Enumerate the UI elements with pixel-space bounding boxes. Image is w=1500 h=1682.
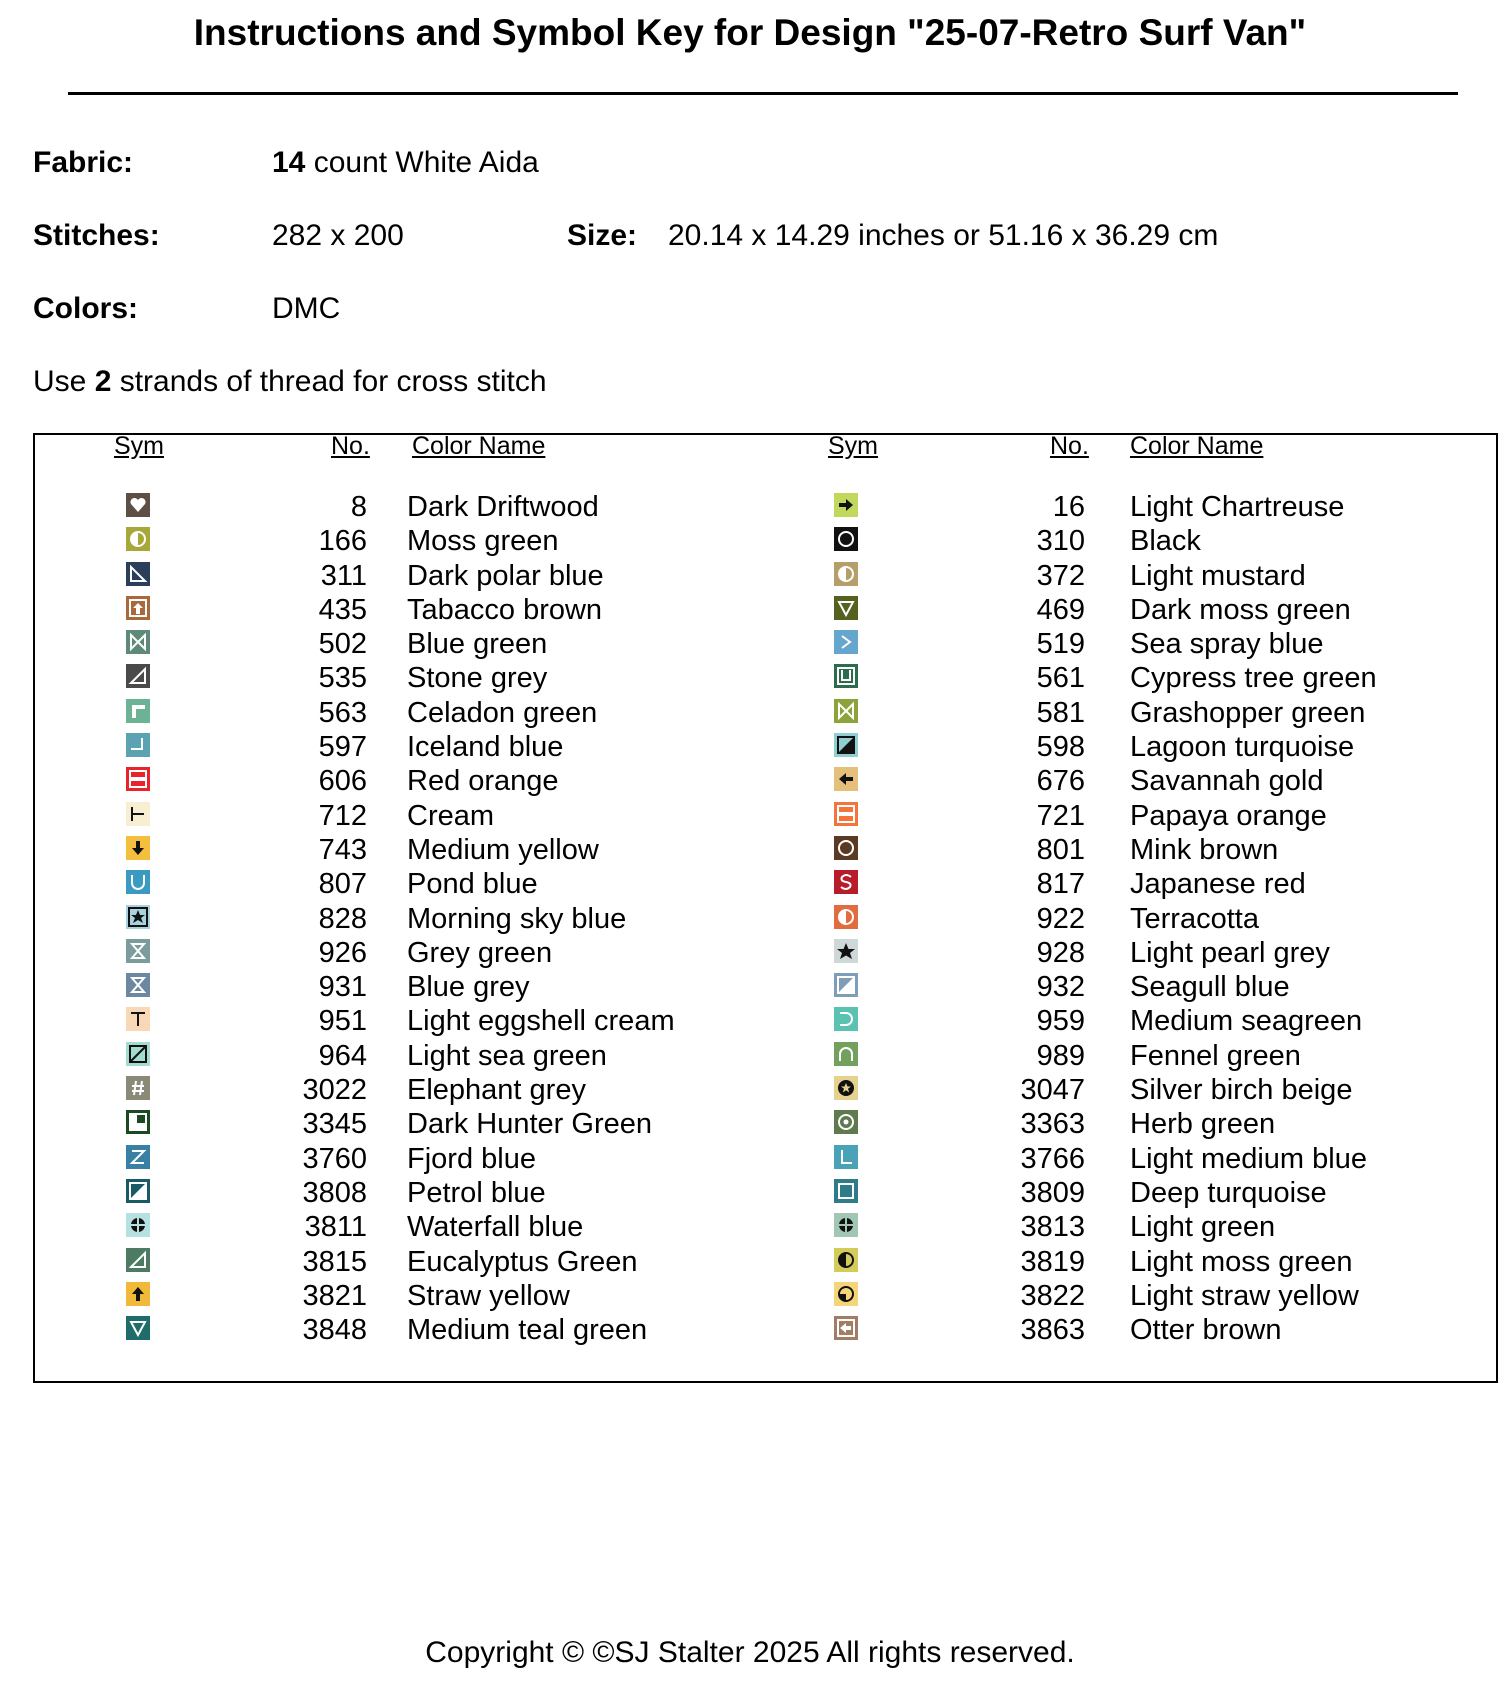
letter-t-icon xyxy=(126,1007,150,1031)
dmc-number: 932 xyxy=(1036,971,1085,1004)
fabric-label: Fabric: xyxy=(33,146,134,179)
arrow-down-icon xyxy=(126,836,150,860)
hourglass-icon xyxy=(126,939,150,963)
chevron-right-icon xyxy=(834,630,858,654)
header-sym-right: Sym xyxy=(828,432,878,460)
color-name: Iceland blue xyxy=(407,731,564,764)
half-circle-icon xyxy=(834,562,858,586)
color-name: Light medium blue xyxy=(1130,1142,1367,1175)
size-label: Size: xyxy=(567,219,638,252)
color-name: Light sea green xyxy=(407,1039,607,1072)
corner-j-icon xyxy=(126,733,150,757)
color-name: Straw yellow xyxy=(407,1279,570,1312)
color-name: Light moss green xyxy=(1130,1245,1353,1278)
half-circle-icon xyxy=(126,527,150,551)
color-name: Morning sky blue xyxy=(407,902,627,935)
dmc-number: 3822 xyxy=(1020,1279,1085,1312)
color-name: Japanese red xyxy=(1130,868,1306,901)
color-name: Sea spray blue xyxy=(1130,628,1324,661)
dmc-number: 597 xyxy=(318,731,367,764)
colors-value: DMC xyxy=(272,292,341,325)
hash-icon xyxy=(126,1076,150,1100)
bowtie-icon xyxy=(834,699,858,723)
target-icon xyxy=(834,1110,858,1134)
color-name: Seagull blue xyxy=(1130,971,1290,1004)
header-no-right: No. xyxy=(1050,432,1089,460)
color-name: Silver birch beige xyxy=(1130,1074,1353,1107)
dmc-number: 959 xyxy=(1036,1005,1085,1038)
letter-z-icon xyxy=(126,1145,150,1169)
dmc-number: 676 xyxy=(1036,765,1085,798)
triangle-down-icon xyxy=(126,1316,150,1340)
color-name: Dark moss green xyxy=(1130,593,1351,626)
header-name-left: Color Name xyxy=(412,432,546,460)
color-name: Lagoon turquoise xyxy=(1130,731,1355,764)
dmc-number: 502 xyxy=(318,628,367,661)
dmc-number: 3809 xyxy=(1020,1176,1085,1209)
dmc-number: 16 xyxy=(1052,491,1085,523)
hourglass-icon xyxy=(126,973,150,997)
heart-icon xyxy=(126,493,150,517)
dmc-number: 828 xyxy=(318,902,367,935)
square-outline-icon xyxy=(834,1179,858,1203)
dmc-number: 3766 xyxy=(1020,1142,1085,1175)
half-circle-icon xyxy=(834,1248,858,1272)
strands-suffix: strands of thread for cross stitch xyxy=(111,365,547,398)
color-name: Grey green xyxy=(407,936,553,969)
arrow-up-box-icon xyxy=(126,596,150,620)
letter-s-icon xyxy=(834,870,858,894)
color-name: Dark Driftwood xyxy=(407,491,599,523)
color-name: Light green xyxy=(1130,1211,1276,1244)
color-name: Medium teal green xyxy=(407,1314,648,1347)
dmc-number: 3808 xyxy=(302,1176,367,1209)
color-name: Light mustard xyxy=(1130,559,1306,592)
header-name-right: Color Name xyxy=(1130,432,1264,460)
color-name: Eucalyptus Green xyxy=(407,1245,638,1278)
color-name: Grashopper green xyxy=(1130,696,1366,729)
fabric-count: 14 xyxy=(272,146,306,179)
strands-instruction xyxy=(33,365,547,399)
quarter-circle-icon xyxy=(834,1282,858,1306)
dmc-number: 931 xyxy=(318,971,367,1004)
arch-icon xyxy=(834,1042,858,1066)
stitches-value: 282 x 200 xyxy=(272,219,404,252)
copyright-notice: Copyright © ©SJ Stalter 2025 All rights reserved. xyxy=(425,1636,1075,1669)
star-icon xyxy=(834,939,858,963)
diagonal-half-icon xyxy=(834,733,858,757)
color-name: Light Chartreuse xyxy=(1130,491,1345,523)
color-name: Waterfall blue xyxy=(407,1211,584,1244)
dmc-number: 3047 xyxy=(1020,1074,1085,1107)
color-name: Otter brown xyxy=(1130,1314,1282,1347)
color-name: Elephant grey xyxy=(407,1074,586,1107)
fabric-description: count White Aida xyxy=(305,146,539,179)
color-name: Herb green xyxy=(1130,1108,1276,1141)
dmc-number: 435 xyxy=(318,593,367,626)
dmc-number: 928 xyxy=(1036,936,1085,969)
dmc-number: 598 xyxy=(1036,731,1085,764)
header-no-left: No. xyxy=(331,432,370,460)
corner-triangle-icon xyxy=(126,1248,150,1272)
stitches-label: Stitches: xyxy=(33,219,160,252)
color-name: Petrol blue xyxy=(407,1176,546,1209)
u-box-icon xyxy=(834,664,858,688)
dmc-number: 922 xyxy=(1036,902,1085,935)
color-name: Dark Hunter Green xyxy=(407,1108,652,1141)
dmc-number: 743 xyxy=(318,833,367,866)
color-name: Blue grey xyxy=(407,971,530,1004)
triangle-outline-icon xyxy=(126,562,150,586)
box-bar-icon xyxy=(834,802,858,826)
dmc-number: 3863 xyxy=(1020,1314,1085,1347)
strands-prefix: Use xyxy=(33,365,95,398)
dmc-number: 3813 xyxy=(1020,1211,1085,1244)
color-name: Cream xyxy=(407,799,495,832)
dmc-number: 581 xyxy=(1036,696,1085,729)
size-value: 20.14 x 14.29 inches or 51.16 x 36.29 cm xyxy=(668,219,1219,252)
dmc-number: 817 xyxy=(1036,868,1085,901)
dmc-number: 801 xyxy=(1036,833,1085,866)
box-bar-icon xyxy=(126,767,150,791)
color-name: Light eggshell cream xyxy=(407,1005,675,1038)
circle-icon xyxy=(834,527,858,551)
arrow-right-icon xyxy=(834,493,858,517)
arrow-left-box-icon xyxy=(834,1316,858,1340)
dmc-number: 469 xyxy=(1036,593,1085,626)
color-name: Dark polar blue xyxy=(407,559,604,592)
fabric-value xyxy=(272,146,539,180)
color-name: Terracotta xyxy=(1130,902,1259,935)
header-sym-left: Sym xyxy=(114,432,164,460)
color-name: Savannah gold xyxy=(1130,765,1324,798)
dmc-number: 989 xyxy=(1036,1039,1085,1072)
circle-icon xyxy=(834,836,858,860)
diagonal-half-icon xyxy=(834,973,858,997)
dmc-number: 3022 xyxy=(302,1074,367,1107)
dmc-number: 926 xyxy=(318,936,367,969)
dmc-number: 606 xyxy=(318,765,367,798)
dmc-number: 563 xyxy=(318,696,367,729)
dmc-number: 3848 xyxy=(302,1314,367,1347)
diagonal-half-icon xyxy=(126,1179,150,1203)
corner-box-icon xyxy=(126,1110,150,1134)
dmc-number: 3819 xyxy=(1020,1245,1085,1278)
colors-label: Colors: xyxy=(33,292,138,325)
color-name: Light straw yellow xyxy=(1130,1279,1359,1312)
dmc-number: 712 xyxy=(318,799,367,832)
color-name: Papaya orange xyxy=(1130,799,1327,832)
dmc-number: 951 xyxy=(318,1005,367,1038)
color-name: Fennel green xyxy=(1130,1039,1301,1072)
dmc-number: 3345 xyxy=(302,1108,367,1141)
bowtie-icon xyxy=(126,630,150,654)
color-name: Moss green xyxy=(407,525,559,558)
dmc-number: 310 xyxy=(1036,525,1085,558)
dmc-number: 964 xyxy=(318,1039,367,1072)
letter-l-icon xyxy=(834,1145,858,1169)
dmc-number: 3821 xyxy=(302,1279,367,1312)
star-circle-icon xyxy=(834,1076,858,1100)
dmc-number: 3363 xyxy=(1020,1108,1085,1141)
dmc-number: 8 xyxy=(350,491,367,523)
color-name: Medium yellow xyxy=(407,833,599,866)
corner-triangle-icon xyxy=(126,664,150,688)
color-name: Light pearl grey xyxy=(1130,936,1330,969)
dmc-number: 519 xyxy=(1036,628,1085,661)
star-box-icon xyxy=(126,905,150,929)
color-name: Fjord blue xyxy=(407,1142,536,1175)
corner-bracket-icon xyxy=(126,699,150,723)
color-name: Red orange xyxy=(407,765,559,798)
u-shape-icon xyxy=(126,870,150,894)
c-shape-icon xyxy=(834,1007,858,1031)
dmc-number: 3760 xyxy=(302,1142,367,1175)
color-name: Celadon green xyxy=(407,696,598,729)
arrow-left-icon xyxy=(834,767,858,791)
color-name: Blue green xyxy=(407,628,548,661)
dmc-number: 311 xyxy=(320,559,367,592)
color-name: Black xyxy=(1130,525,1201,558)
dmc-number: 372 xyxy=(1036,559,1085,592)
dmc-number: 166 xyxy=(318,525,367,558)
half-circle-icon xyxy=(834,905,858,929)
dmc-number: 3811 xyxy=(304,1211,367,1244)
page-title: Instructions and Symbol Key for Design "25-07-Retro Surf Van" xyxy=(193,12,1307,53)
color-name: Tabacco brown xyxy=(407,593,603,626)
dmc-number: 807 xyxy=(318,868,367,901)
dmc-number: 561 xyxy=(1036,662,1085,695)
arrow-up-icon xyxy=(126,1282,150,1306)
t-side-icon xyxy=(126,802,150,826)
dmc-number: 3815 xyxy=(302,1245,367,1278)
color-name: Medium seagreen xyxy=(1130,1005,1363,1038)
dmc-number: 535 xyxy=(318,662,367,695)
triangle-down-icon xyxy=(834,596,858,620)
ball-icon xyxy=(834,1213,858,1237)
color-name: Cypress tree green xyxy=(1130,662,1377,695)
color-name: Deep turquoise xyxy=(1130,1176,1327,1209)
title-divider xyxy=(68,92,1458,95)
ball-icon xyxy=(126,1213,150,1237)
dmc-number: 721 xyxy=(1036,799,1085,832)
slash-box-icon xyxy=(126,1042,150,1066)
color-name: Mink brown xyxy=(1130,833,1279,866)
color-name: Stone grey xyxy=(407,662,548,695)
strands-count: 2 xyxy=(94,365,112,398)
color-name: Pond blue xyxy=(407,868,538,901)
